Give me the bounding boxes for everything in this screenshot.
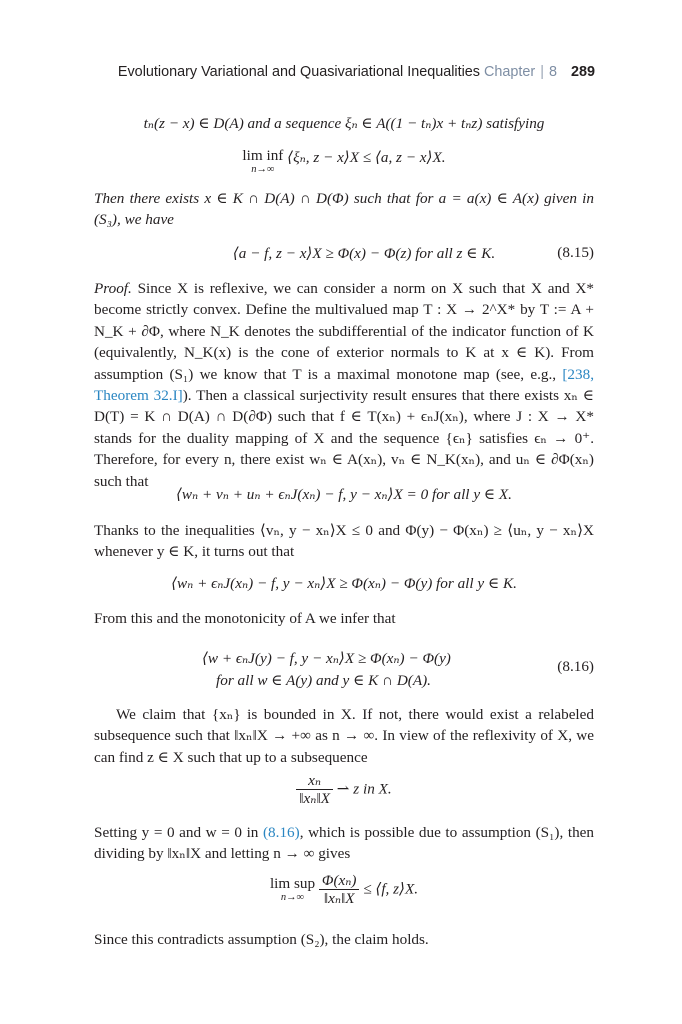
- reference-link-8-16[interactable]: (8.16): [263, 824, 300, 841]
- fraction-xn-over-norm: [296, 772, 333, 808]
- equation-limsup: [94, 872, 594, 908]
- header-divider: |: [540, 64, 544, 80]
- limsup-rest: ≤ ⟨f, z⟩X.: [363, 880, 419, 898]
- proof-paragraph: [94, 278, 594, 492]
- thanks-paragraph: Thanks to the inequalities ⟨vₙ, y − xₙ⟩X ≤ 0 and Φ(y) − Φ(xₙ) ≥ ⟨uₙ, y − xₙ⟩X whenever y ∈ K, it turns out that: [94, 522, 594, 561]
- limsup-operator: [270, 876, 315, 904]
- page-number: 289: [570, 64, 595, 80]
- running-header: [0, 64, 595, 80]
- weak-convergence-rest: ⇀ z in X.: [336, 780, 392, 798]
- equation-8-15: [94, 244, 594, 263]
- equation-8-15-body: ⟨a − f, z − x⟩X ≥ Φ(x) − Φ(z) for all z ∈ K.: [232, 245, 496, 262]
- liminf-expression: ⟨ξₙ, z − x⟩X ≤ ⟨a, z − x⟩X.: [287, 149, 446, 166]
- fraction-phi-over-norm: [319, 872, 360, 908]
- reference-link-238[interactable]: [238, Theorem 32.I]: [94, 365, 595, 405]
- theorem-line-1: tₙ(z − x) ∈ D(A) and a sequence ξₙ ∈ A((1 − tₙ)x + tₙz) satisfying: [143, 115, 545, 132]
- equation-8-16-line-2: for all w ∈ A(y) and y ∈ K ∩ D(A).: [216, 672, 431, 689]
- monotonicity-sentence: From this and the monotonicity of A we infer that: [94, 610, 396, 627]
- claim-paragraph: We claim that {xₙ} is bounded in X. If not, there would exist a relabeled subsequence such that ‖xₙ‖X → +∞ as n → ∞. In view of the reflexivity of X, we can find z ∈ X such that up to a subsequence: [94, 706, 594, 766]
- equation-8-16-label: (8.16): [557, 658, 594, 675]
- theorem-conclusion: Then there exists x ∈ K ∩ D(A) ∩ D(Φ) such that for a = a(x) ∈ A(x) given in (S₃), we have: [94, 190, 594, 229]
- chapter-label: Chapter: [484, 64, 536, 80]
- equation-sum-zero: ⟨wₙ + vₙ + uₙ + ϵₙJ(xₙ) − f, y − xₙ⟩X = 0 for all y ∈ X.: [176, 486, 512, 503]
- equation-inequality: ⟨wₙ + ϵₙJ(xₙ) − f, y − xₙ⟩X ≥ Φ(xₙ) − Φ(y) for all y ∈ K.: [171, 575, 517, 592]
- limsup-label: lim sup: [269, 875, 316, 893]
- equation-8-16: [94, 648, 594, 692]
- book-title: Evolutionary Variational and Quasivariational Inequalities: [117, 64, 481, 80]
- setting-text-2: , which is possible due to assumption (S₁), then dividing by ‖xₙ‖X and letting n → ∞ gives: [94, 824, 595, 863]
- equation-liminf: [94, 148, 594, 176]
- proof-text-2: ). Then a classical surjectivity result ensures that there exists xₙ ∈ D(T) = K ∩ D(A) ∩ D(∂Φ) such that f ∈ T(xₙ) + ϵₙJ(xₙ), where J : X → X* stands for the duality mapping of X and the sequence {ϵₙ} satisfies ϵₙ → 0⁺. Therefore, for every n, there exist wₙ ∈ A(xₙ), vₙ ∈ N_K(xₙ), and uₙ ∈ ∂Φ(xₙ) such that: [94, 387, 594, 490]
- equation-8-15-label: (8.15): [557, 244, 594, 261]
- equation-8-16-line-1: ⟨w + ϵₙJ(y) − f, y − xₙ⟩X ≥ Φ(xₙ) − Φ(y): [202, 650, 451, 667]
- proof-label: Proof.: [94, 280, 132, 297]
- fraction-denominator: ‖xₙ‖X: [296, 789, 333, 807]
- liminf-label: lim inf: [242, 147, 284, 164]
- limsup-subscript: n→∞: [280, 892, 305, 904]
- limsup-denominator: ‖xₙ‖X: [319, 889, 360, 907]
- fraction-numerator: xₙ: [308, 772, 322, 789]
- liminf-subscript: n→∞: [251, 164, 275, 176]
- final-sentence: Since this contradicts assumption (S₂), the claim holds.: [94, 931, 429, 948]
- liminf-operator: [242, 148, 283, 176]
- equation-weak-convergence: [94, 772, 594, 808]
- setting-text-1: Setting y = 0 and w = 0 in: [94, 824, 259, 841]
- chapter-number: 8: [548, 64, 557, 80]
- setting-paragraph: [94, 822, 594, 865]
- proof-text-1: Since X is reflexive, we can consider a norm on X such that X and X* become strictly convex. Define the multivalued map T : X → 2^X* by T := A + N_K + ∂Φ, where N_K denotes the subdifferential of the indicator function of K (equivalently, N_K(x) is the cone of exterior normals to K at x ∈ K). From assumption (S₁) we know that T is a maximal monotone map (see, e.g.,: [94, 280, 594, 383]
- limsup-numerator: Φ(xₙ): [321, 872, 357, 889]
